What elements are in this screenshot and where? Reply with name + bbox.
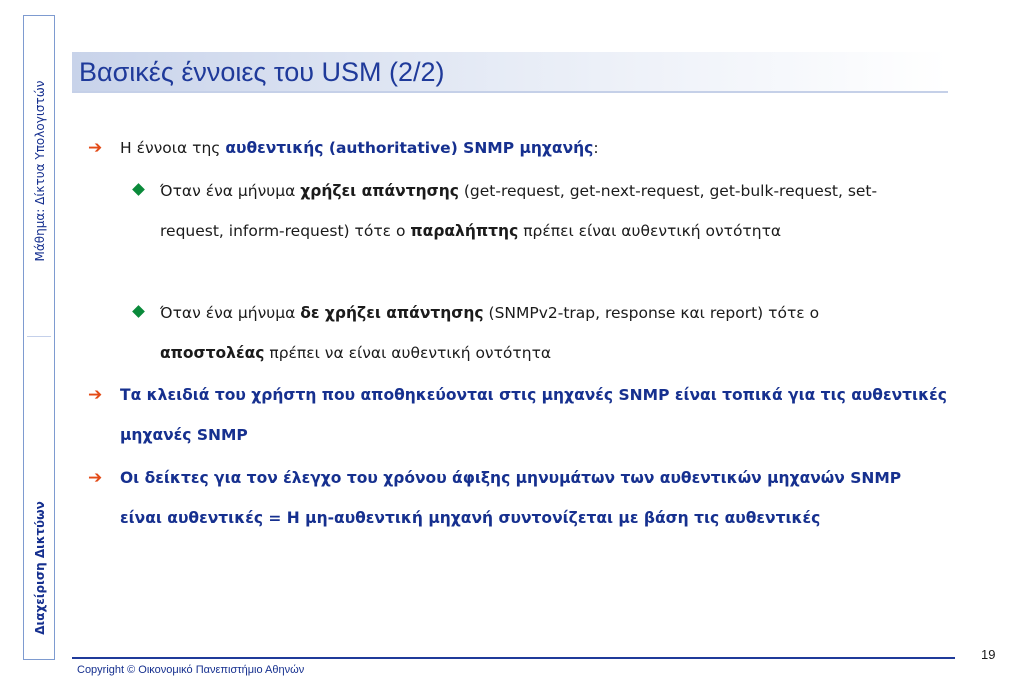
sub-bullet-emphasis: δε χρήζει απάντησης xyxy=(300,304,484,322)
sub-bullet-suffix: πρέπει να είναι αυθεντική οντότητα xyxy=(264,344,552,362)
bullet-authoritative-engine xyxy=(88,128,948,168)
arrow-icon: ➔ xyxy=(88,138,103,158)
sub-bullet-emphasis-sender: αποστολέας xyxy=(160,344,265,362)
sidebar-divider xyxy=(27,336,51,337)
bullet-timeliness-indicators xyxy=(88,458,948,538)
sub-bullet-text xyxy=(160,171,924,251)
bullet-text-prefix: Η έννοια της xyxy=(120,139,226,157)
sub-bullet-requires-response xyxy=(134,171,924,251)
diamond-icon xyxy=(132,305,145,318)
sub-bullet-middle: (get-request, get-next-request, get-bulk-request, set-request, inform-request) τότε ο xyxy=(160,182,878,240)
course-label: Μάθημα: Δίκτυα Υπολογιστών xyxy=(33,80,47,262)
slide-title: Βασικές έννοιες του USM (2/2) xyxy=(79,57,445,87)
arrow-icon: ➔ xyxy=(88,385,103,405)
arrow-icon: ➔ xyxy=(88,468,103,488)
sub-bullet-prefix: Όταν ένα μήνυμα xyxy=(160,182,301,200)
sidebar-frame xyxy=(23,15,55,660)
diamond-icon xyxy=(132,183,145,196)
bullet-text: Οι δείκτες για τον έλεγχο του χρόνου άφιξης μηνυμάτων των αυθεντικών μηχανών SNMP είναι αυθεντικές = Η μη-αυθεντική μηχανή συντονίζεται με βάση τις αυθεντικές xyxy=(120,469,902,527)
sub-bullet-middle: (SNMPv2-trap, response και report) τότε ο xyxy=(483,304,820,322)
sub-bullet-emphasis-receiver: παραλήπτης xyxy=(410,222,519,240)
bullet-text xyxy=(120,128,948,168)
bullet-text-suffix: : xyxy=(593,139,599,157)
bullet-text-emphasis: αυθεντικής (authoritative) SNMP μηχανής xyxy=(225,139,594,157)
bullet-text: Τα κλειδιά του χρήστη που αποθηκεύονται στις μηχανές SNMP είναι τοπικά για τις αυθεντικές μηχανές SNMP xyxy=(120,386,947,444)
sub-bullet-emphasis: χρήζει απάντησης xyxy=(300,182,459,200)
sub-bullet-suffix: πρέπει είναι αυθεντική οντότητα xyxy=(518,222,782,240)
sub-bullet-prefix: Όταν ένα μήνυμα xyxy=(160,304,301,322)
topic-label: Διαχείριση Δικτύων xyxy=(33,501,47,635)
title-underline xyxy=(72,91,948,93)
bullet-user-keys xyxy=(88,375,948,455)
footer-rule xyxy=(72,657,955,659)
sub-bullet-no-response xyxy=(134,293,924,373)
page-number: 19 xyxy=(981,647,996,662)
copyright-text: Copyright © Οικονομικό Πανεπιστήμιο Αθηνών xyxy=(77,664,305,676)
sub-bullet-text xyxy=(160,293,924,373)
